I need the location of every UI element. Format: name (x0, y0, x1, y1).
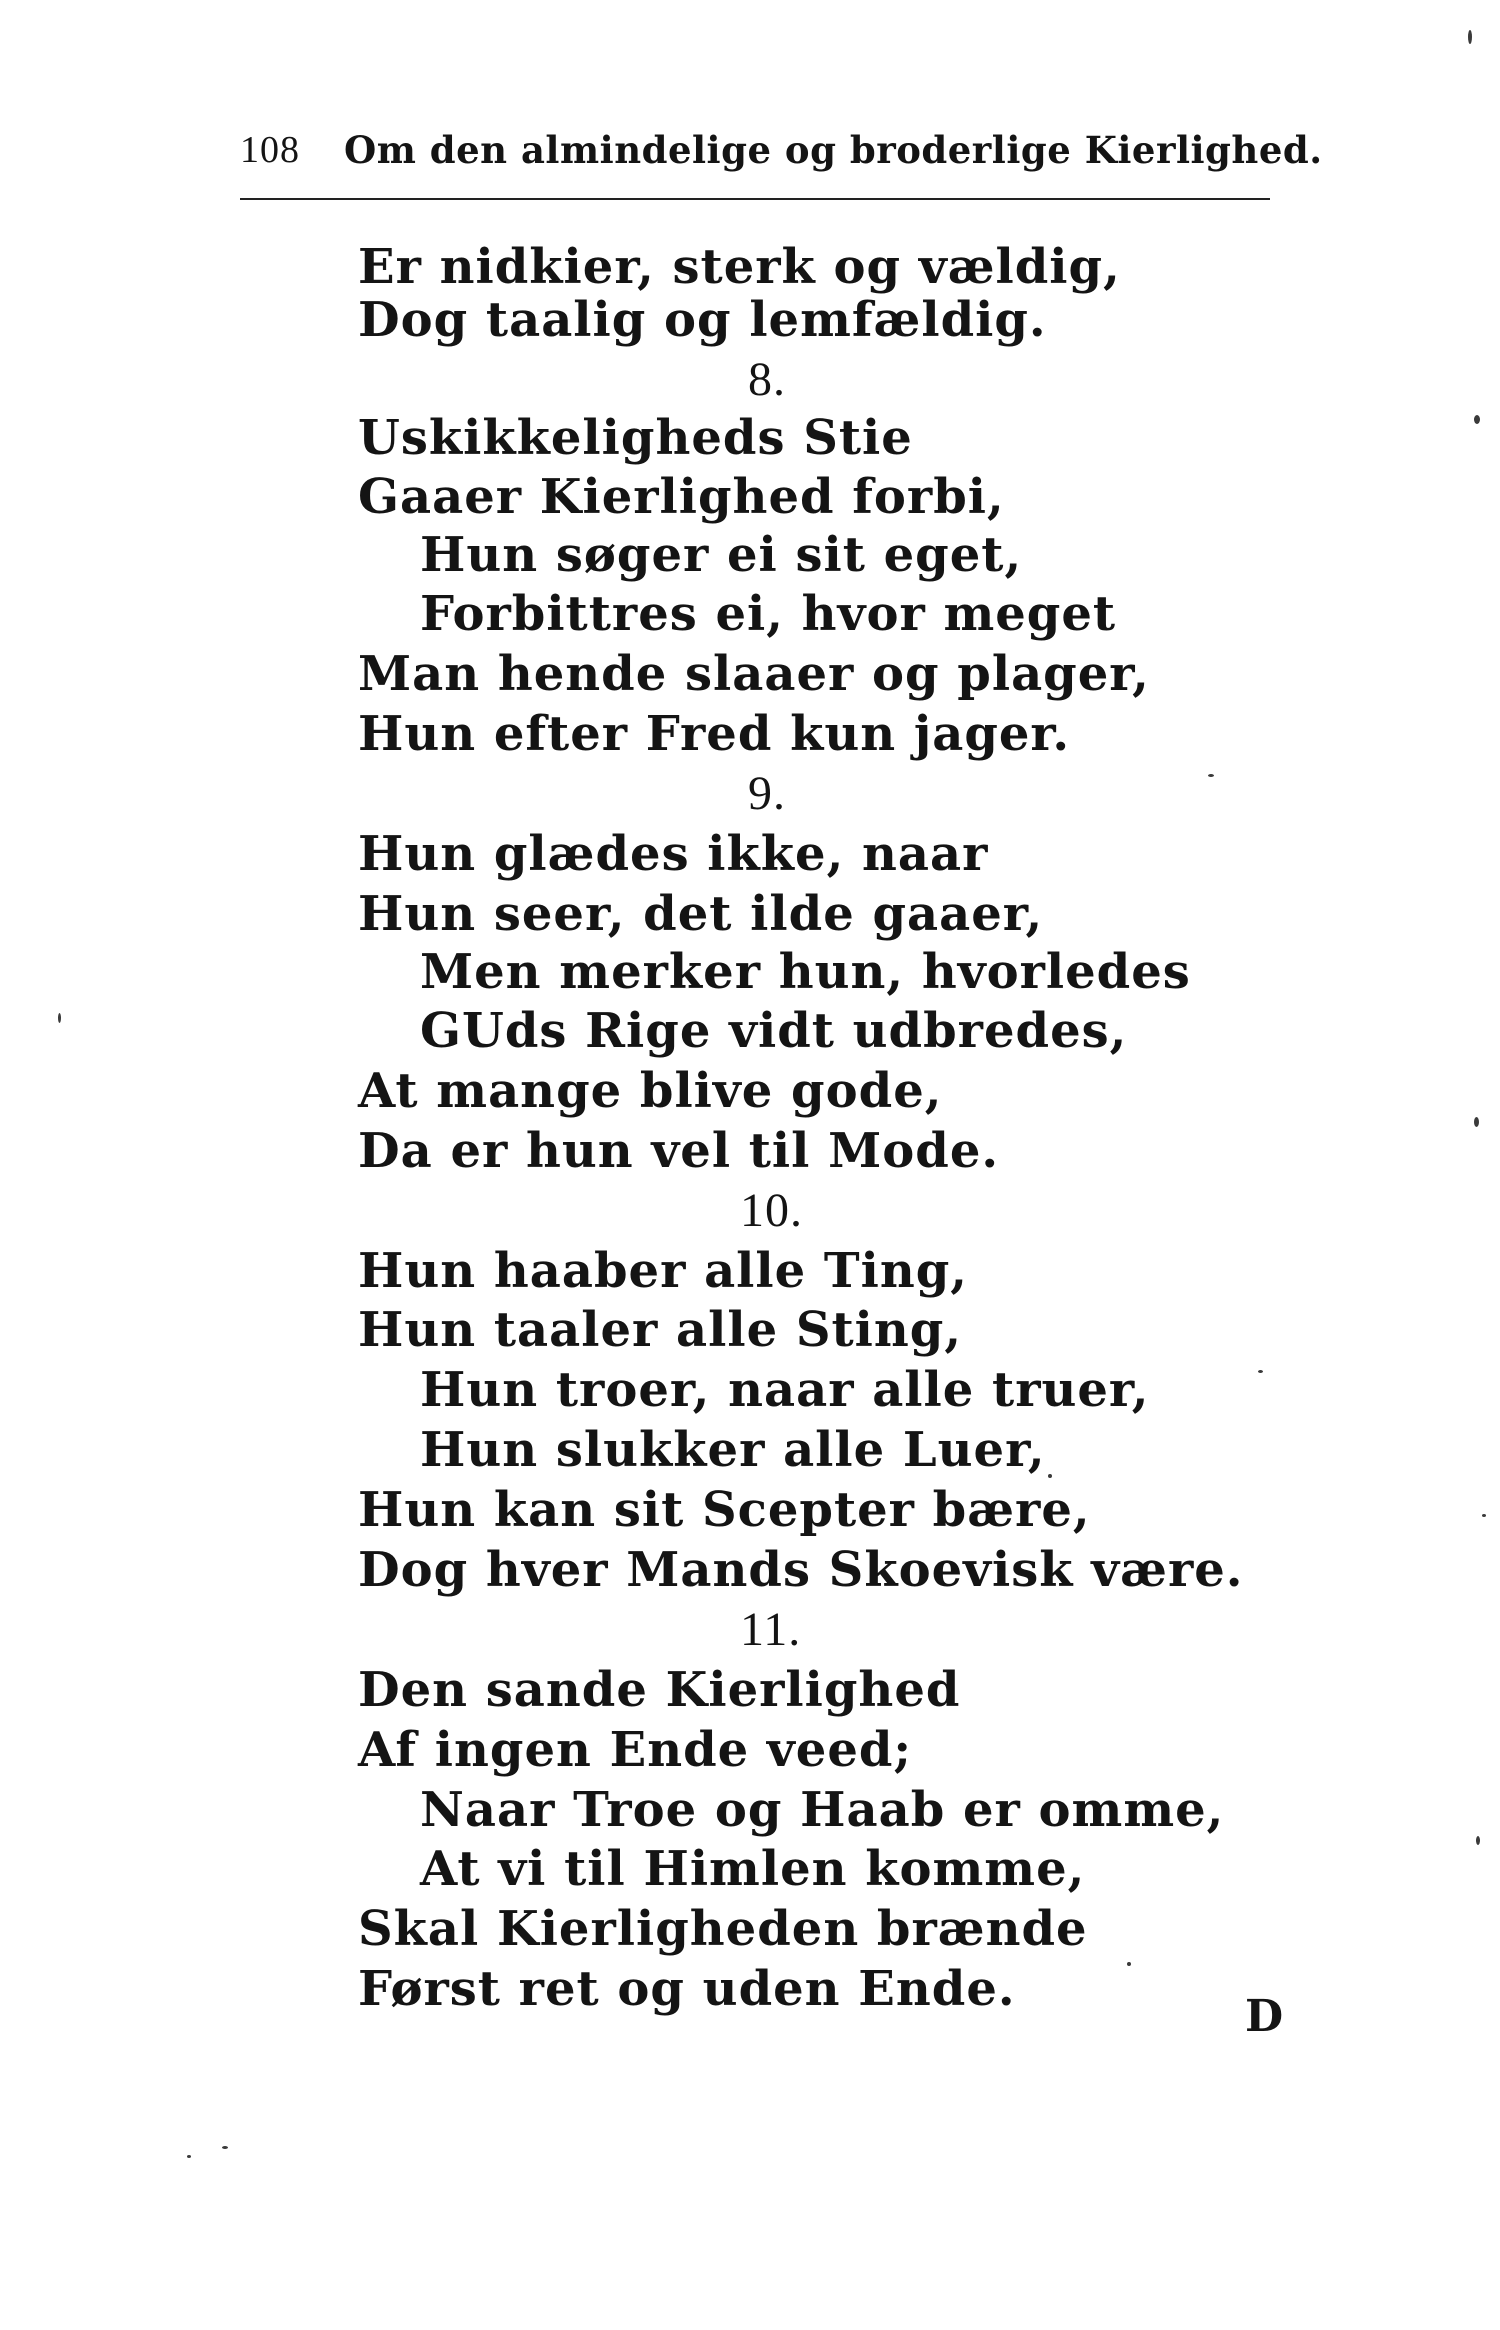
verse-line: Dog hver Mands Skoevisk være. (358, 1542, 1244, 1598)
verse-line: Da er hun vel til Mode. (358, 1123, 1000, 1179)
verse-line: At mange blive gode, (358, 1063, 943, 1119)
verse-line: Hun søger ei sit eget, (420, 527, 1023, 583)
verse-line: GUds Rige vidt udbredes, (420, 1003, 1128, 1059)
running-head: Om den almindelige og broderlige Kierlighed. (344, 128, 1323, 172)
verse-line: Hun slukker alle Luer, (420, 1422, 1046, 1478)
verse-line: Hun haaber alle Ting, (358, 1243, 969, 1299)
stanza-number: 8. (748, 353, 786, 406)
scan-speck (1208, 774, 1214, 777)
verse-line: Hun glædes ikke, naar (358, 826, 989, 882)
verse-line: Hun seer, det ilde gaaer, (358, 886, 1044, 942)
verse-line: Hun efter Fred kun jager. (358, 706, 1071, 762)
verse-line: Gaaer Kierlighed forbi, (358, 469, 1005, 525)
verse-line: Dog taalig og lemfældig. (358, 292, 1047, 348)
scan-speck (187, 2155, 191, 2158)
verse-line: Af ingen Ende veed; (358, 1722, 913, 1778)
header-rule (240, 198, 1270, 200)
scan-speck (1476, 1836, 1480, 1845)
verse-line: Naar Troe og Haab er omme, (420, 1782, 1225, 1838)
verse-line: Man hende slaaer og plager, (358, 646, 1150, 702)
page-header (240, 128, 1323, 188)
verse-line: Forbittres ei, hvor meget (420, 586, 1117, 642)
scan-speck (1127, 1962, 1131, 1966)
stanza-number: 11. (740, 1603, 802, 1656)
scan-speck (1474, 1117, 1479, 1127)
verse-line: Den sande Kierlighed (358, 1662, 961, 1718)
scan-speck (58, 1013, 61, 1023)
verse-line: Hun troer, naar alle truer, (420, 1362, 1150, 1418)
catchword: D (1245, 1991, 1284, 2042)
verse-line: Er nidkier, sterk og vældig, (358, 239, 1121, 295)
verse-line: At vi til Himlen komme, (420, 1841, 1086, 1897)
scan-speck (1468, 30, 1472, 44)
scan-speck (1258, 1370, 1263, 1373)
scan-speck (1474, 415, 1480, 424)
verse-line: Hun taaler alle Sting, (358, 1302, 963, 1358)
verse-line: Først ret og uden Ende. (358, 1961, 1016, 2017)
scan-speck (1048, 1474, 1052, 1478)
verse-line: Skal Kierligheden brænde (358, 1901, 1088, 1957)
scan-speck (1482, 1514, 1486, 1517)
verse-line: Men merker hun, hvorledes (420, 944, 1191, 1000)
page-number: 108 (240, 129, 300, 171)
scan-speck (222, 2146, 228, 2149)
stanza-number: 10. (740, 1184, 803, 1237)
stanza-number: 9. (748, 767, 786, 820)
verse-line: Uskikkeligheds Stie (358, 410, 913, 466)
verse-line: Hun kan sit Scepter bære, (358, 1482, 1091, 1538)
